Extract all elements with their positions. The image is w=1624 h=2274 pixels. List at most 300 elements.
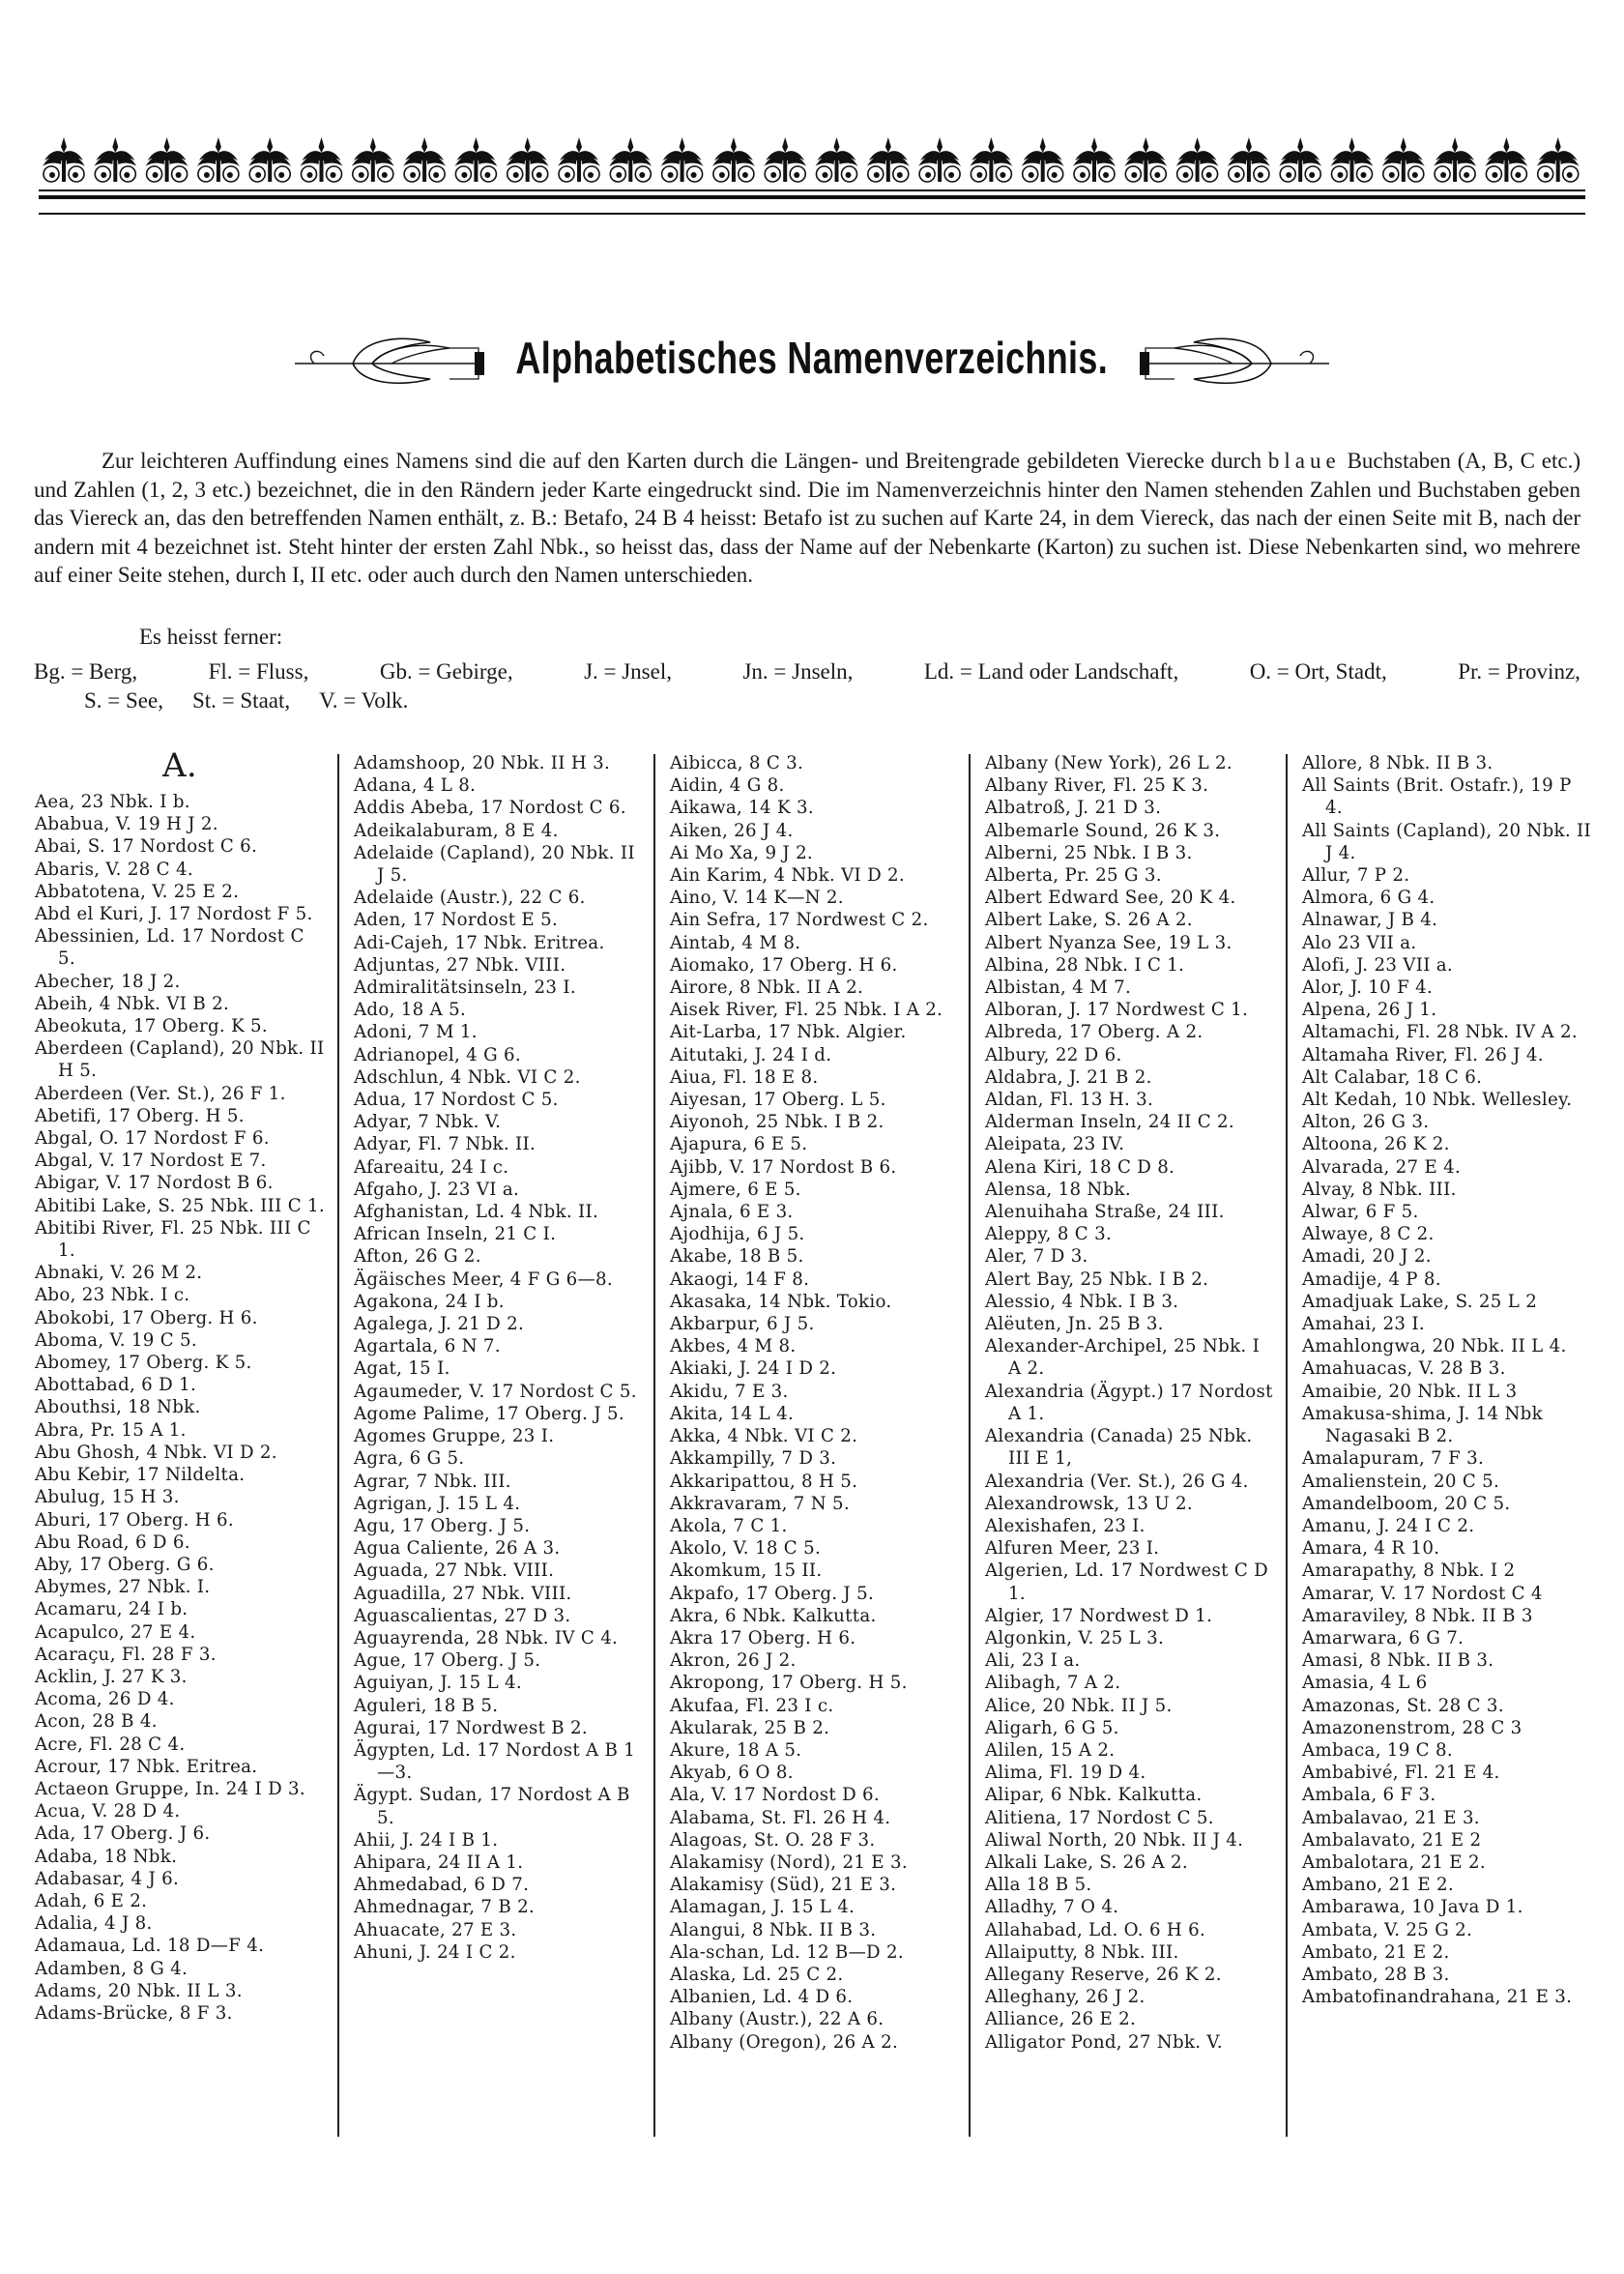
index-entry: Albany (New York), 26 L 2.: [985, 753, 1233, 773]
index-entry: Acamaru, 24 I b.: [35, 1599, 188, 1620]
index-entry: Aberdeen (Capland), 20 Nbk. II H 5.: [35, 1038, 325, 1082]
index-entry: Alëuten, Jn. 25 B 3.: [985, 1314, 1164, 1335]
palmette-motif: [970, 137, 1012, 182]
index-entry: Agalega, J. 21 D 2.: [354, 1314, 525, 1335]
index-entry: Amarapathy, 8 Nbk. I 2: [1302, 1560, 1516, 1582]
index-entry: Alensa, 18 Nbk.: [985, 1179, 1131, 1200]
index-entry: Aguada, 27 Nbk. VIII.: [354, 1560, 555, 1582]
index-column-1: [35, 746, 325, 2025]
index-entry: Ambato, 21 E 2.: [1302, 1941, 1450, 1963]
index-entry: Alert Bay, 25 Nbk. I B 2.: [985, 1268, 1209, 1290]
index-entry: Amakusa-shima, J. 14 Nbk Nagasaki B 2.: [1302, 1403, 1543, 1447]
palmette-motif: [918, 137, 961, 182]
palmette-motif: [352, 137, 394, 182]
index-entry: Adana, 4 L 8.: [354, 775, 477, 797]
index-entry: Abd el Kuri, J. 17 Nordost F 5.: [35, 904, 313, 925]
index-entry: Ague, 17 Oberg. J 5.: [354, 1650, 541, 1672]
palmette-motif: [764, 137, 806, 182]
index-entry: Ambalavato, 21 E 2: [1302, 1829, 1482, 1851]
index-entry: Alexandria (Ver. St.), 26 G 4.: [985, 1471, 1249, 1492]
index-entry: Akolo, V. 18 C 5.: [670, 1538, 822, 1560]
palmette-motif: [1331, 137, 1374, 182]
index-entry: Aligarh, 6 G 5.: [985, 1717, 1119, 1738]
index-entry: Akufaa, Fl. 23 I c.: [670, 1695, 834, 1716]
index-entry: Alenuihaha Straße, 24 III.: [985, 1202, 1225, 1223]
index-entry: Aboma, V. 19 C 5.: [35, 1329, 197, 1351]
index-entry: Abigar, V. 17 Nordost B 6.: [35, 1173, 274, 1194]
index-entry: Actaeon Gruppe, In. 24 I D 3.: [35, 1778, 305, 1799]
index-entry: Aisek River, Fl. 25 Nbk. I A 2.: [670, 1000, 943, 1021]
index-entry: Acon, 28 B 4.: [35, 1711, 158, 1733]
index-entry: Alakamisy (Nord), 21 E 3.: [670, 1851, 908, 1873]
index-entry: Alexandrowsk, 13 U 2.: [985, 1493, 1193, 1514]
index-entry: Ai Mo Xa, 9 J 2.: [670, 842, 814, 863]
index-entry: Alaska, Ld. 25 C 2.: [670, 1964, 844, 1985]
index-entry: Ambata, V. 25 G 2.: [1302, 1919, 1473, 1940]
index-entry: Amahuacas, V. 28 B 3.: [1302, 1358, 1506, 1380]
palmette-motif: [609, 137, 652, 182]
abbreviation-item: J. = Jnsel,: [584, 659, 672, 684]
index-entry: Ala, V. 17 Nordost D 6.: [670, 1785, 880, 1806]
palmette-motif: [248, 137, 291, 182]
index-entry: Aikawa, 14 K 3.: [670, 798, 814, 819]
index-entry: Albreda, 17 Oberg. A 2.: [985, 1022, 1204, 1043]
right-flourish-icon: [1136, 329, 1329, 387]
index-entry: Akita, 14 L 4.: [670, 1403, 795, 1424]
index-entry: Ado, 18 A 5.: [354, 1000, 467, 1021]
index-entry: Abulug, 15 H 3.: [35, 1487, 180, 1508]
index-entry: Ambato, 28 B 3.: [1302, 1964, 1450, 1985]
index-entry: Alakamisy (Süd), 21 E 3.: [670, 1875, 897, 1896]
index-entry: Abecher, 18 J 2.: [35, 971, 181, 992]
index-entry: Akron, 26 J 2.: [670, 1650, 797, 1672]
palmette-motif: [454, 137, 497, 182]
index-entry: Albina, 28 Nbk. I C 1.: [985, 954, 1185, 976]
index-entry: Abeokuta, 17 Oberg. K 5.: [35, 1016, 268, 1037]
page-title: Alphabetisches Namenverzeichnis.: [515, 333, 1109, 383]
index-entry: Adoni, 7 M 1.: [354, 1022, 478, 1043]
index-entry: Abgal, O. 17 Nordost F 6.: [35, 1128, 270, 1150]
index-entry: Adamben, 8 G 4.: [35, 1958, 188, 1979]
index-entry: Abitibi River, Fl. 25 Nbk. III C 1.: [35, 1217, 311, 1262]
index-entry: Allaiputty, 8 Nbk. III.: [985, 1941, 1179, 1963]
index-entry: Ambano, 21 E 2.: [1302, 1875, 1454, 1896]
index-entry: Alfuren Meer, 23 I.: [985, 1538, 1160, 1560]
index-entry: Adeikalaburam, 8 E 4.: [354, 820, 559, 841]
index-entry: Alboran, J. 17 Nordwest C 1.: [985, 1000, 1249, 1021]
index-entry: Ait-Larba, 17 Nbk. Algier.: [670, 1022, 907, 1043]
index-entry: Allur, 7 P 2.: [1302, 865, 1410, 887]
index-entry: Agurai, 17 Nordwest B 2.: [354, 1717, 588, 1738]
index-entry: Alena Kiri, 18 C D 8.: [985, 1156, 1175, 1178]
index-entry: Ajapura, 6 E 5.: [670, 1134, 808, 1155]
index-entry: All Saints (Brit. Ostafr.), 19 P 4.: [1302, 775, 1572, 819]
index-columns: [35, 746, 1591, 2216]
index-entry: Alitiena, 17 Nordost C 5.: [985, 1807, 1214, 1828]
index-entry: Ajibb, V. 17 Nordost B 6.: [670, 1156, 897, 1178]
index-entry: Agaumeder, V. 17 Nordost C 5.: [354, 1381, 637, 1402]
column-divider: [337, 754, 339, 2137]
index-entry: Abbatotena, V. 25 E 2.: [35, 881, 240, 902]
index-entry: Albert Lake, S. 26 A 2.: [985, 910, 1193, 931]
palmette-motif: [146, 137, 188, 182]
index-entry: Amasi, 8 Nbk. II B 3.: [1302, 1650, 1494, 1672]
index-entry: Acklin, J. 27 K 3.: [35, 1666, 188, 1687]
index-entry: Agra, 6 G 5.: [354, 1448, 465, 1470]
index-entry: Adah, 6 E 2.: [35, 1890, 148, 1911]
index-entry: Ada, 17 Oberg. J 6.: [35, 1823, 211, 1845]
palmette-motif: [661, 137, 704, 182]
palmette-motif: [43, 137, 85, 182]
index-entry: Albistan, 4 M 7.: [985, 977, 1132, 999]
index-entry: Aguadilla, 27 Nbk. VIII.: [354, 1583, 572, 1604]
palmette-motif: [1176, 137, 1219, 182]
index-entry: Akomkum, 15 II.: [670, 1560, 823, 1582]
index-entry: Amadije, 4 P 8.: [1302, 1268, 1441, 1290]
index-entry: Aiken, 26 J 4.: [670, 820, 794, 841]
index-entry: Alt Calabar, 18 C 6.: [1302, 1066, 1483, 1088]
index-entry: Albanien, Ld. 4 D 6.: [670, 1987, 854, 2008]
index-entry: Akaogi, 14 F 8.: [670, 1268, 810, 1290]
index-entry: Alibagh, 7 A 2.: [985, 1673, 1121, 1694]
index-entry: Altamachi, Fl. 28 Nbk. IV A 2.: [1302, 1022, 1578, 1043]
index-entry: Agrar, 7 Nbk. III.: [354, 1471, 511, 1492]
index-entry: Alor, J. 10 F 4.: [1302, 977, 1434, 999]
index-entry: Albany (Oregon), 26 A 2.: [670, 2031, 899, 2053]
index-entry: Alipar, 6 Nbk. Kalkutta.: [985, 1785, 1203, 1806]
index-entry: Ambaca, 19 C 8.: [1302, 1739, 1453, 1761]
index-entry: Alilen, 15 A 2.: [985, 1739, 1116, 1761]
intro-paragraph: [34, 447, 1580, 590]
palmette-motif: [1228, 137, 1270, 182]
index-entry: Aiyonoh, 25 Nbk. I B 2.: [670, 1112, 884, 1133]
index-entry: Abu Road, 6 D 6.: [35, 1531, 190, 1553]
index-entry: Ali, 23 I a.: [985, 1650, 1081, 1672]
index-entry: Amalapuram, 7 F 3.: [1302, 1448, 1485, 1470]
abbreviation-item: Ld. = Land oder Landschaft,: [923, 659, 1179, 684]
palmette-motif: [507, 137, 549, 182]
index-entry: Agat, 15 I.: [354, 1358, 450, 1380]
index-entry: Ägypt. Sudan, 17 Nordost A B 5.: [354, 1785, 630, 1828]
index-entry: Aby, 17 Oberg. G 6.: [35, 1554, 215, 1575]
index-entry: Abessinien, Ld. 17 Nordost C 5.: [35, 926, 304, 970]
index-entry: Aler, 7 D 3.: [985, 1246, 1088, 1268]
palmette-motif: [301, 137, 343, 182]
index-entry: Ain Karim, 4 Nbk. VI D 2.: [670, 865, 906, 887]
abbreviation-item: Bg. = Berg,: [34, 659, 138, 684]
index-entry: Abottabad, 6 D 1.: [35, 1375, 197, 1396]
index-column-3: [670, 752, 960, 2054]
index-entry: Akabe, 18 B 5.: [670, 1246, 804, 1268]
index-entry: Adams-Brücke, 8 F 3.: [35, 2002, 233, 2024]
index-entry: Amarar, V. 17 Nordost C 4: [1302, 1583, 1543, 1604]
palmette-motif: [1537, 137, 1580, 182]
index-entry: Adi-Cajeh, 17 Nbk. Eritrea.: [354, 932, 605, 953]
index-entry: Allahabad, Ld. O. 6 H 6.: [985, 1919, 1206, 1940]
index-entry: Admiralitätsinseln, 23 I.: [354, 977, 576, 999]
intro-text-part2: Buchstaben (A, B, C etc.) und Zahlen (1, 2, 3 etc.) bezeichnet, die in den Rändern jeder Karte eingedruckt sind. Die im Namenverzeichnis hinter den Namen stehenden Zahlen und Buchstaben geben das Viereck an, das den betreffenden Namen enthält, z. B.: Betafo, 24 B 4 heisst: Betafo ist zu suchen auf Karte 24, in dem Viereck, das nach der einen Seite mit B, nach der andern mit 4 bezeichnet ist. Steht hinter der ersten Zahl Nbk., so heisst das, dass der Name auf der Nebenkarte (Karton) zu suchen ist. Diese Nebenkarten sind, wo mehrere auf einer Seite stehen, durch I, II etc. oder auch durch den Namen unterschieden.: [34, 449, 1580, 587]
index-entry: Alexishafen, 23 I.: [985, 1515, 1146, 1536]
index-entry: Abo, 23 Nbk. I c.: [35, 1285, 190, 1306]
index-entry: Adyar, 7 Nbk. V.: [354, 1112, 502, 1133]
palmette-ornament-border: [39, 135, 1585, 186]
abbreviation-item: Jn. = Jnseln,: [742, 659, 854, 684]
index-entry: Amaraviley, 8 Nbk. II B 3: [1302, 1605, 1533, 1626]
header-rule-thin-top: [39, 190, 1585, 191]
index-entry: Abra, Pr. 15 A 1.: [35, 1419, 187, 1441]
index-entry: Adaba, 18 Nbk.: [35, 1846, 178, 1867]
index-entry: Agu, 17 Oberg. J 5.: [354, 1515, 531, 1536]
index-entry: Abouthsi, 18 Nbk.: [35, 1397, 201, 1418]
index-entry: Alofi, J. 23 VII a.: [1302, 954, 1453, 976]
index-entry: Aberdeen (Ver. St.), 26 F 1.: [35, 1083, 286, 1104]
index-entry: Aleipata, 23 IV.: [985, 1134, 1125, 1155]
index-entry: Alvarada, 27 E 4.: [1302, 1156, 1462, 1178]
index-entry: Alpena, 26 J 1.: [1302, 1000, 1437, 1021]
index-entry: Abu Kebir, 17 Nildelta.: [35, 1465, 246, 1486]
palmette-motif: [1434, 137, 1476, 182]
index-entry: Albany River, Fl. 25 K 3.: [985, 775, 1209, 797]
abbreviation-item: S. = See,: [84, 687, 163, 713]
index-entry: Ahii, J. 24 I B 1.: [354, 1829, 499, 1851]
column-divider: [969, 754, 971, 2137]
index-entry: Alima, Fl. 19 D 4.: [985, 1763, 1146, 1784]
column-divider: [1286, 754, 1288, 2137]
index-entry: Abetifi, 17 Oberg. H 5.: [35, 1105, 245, 1126]
index-entry: Akkaripattou, 8 H 5.: [670, 1471, 858, 1492]
index-entry: Amadjuak Lake, S. 25 L 2: [1302, 1291, 1538, 1312]
index-entry: Albemarle Sound, 26 K 3.: [985, 820, 1221, 841]
index-entry: Ambabivé, Fl. 21 E 4.: [1302, 1763, 1500, 1784]
index-entry: Abymes, 27 Nbk. I.: [35, 1577, 211, 1598]
index-entry: Adjuntas, 27 Nbk. VIII.: [354, 954, 566, 976]
index-entry: Adyar, Fl. 7 Nbk. II.: [354, 1134, 536, 1155]
index-entry: Ajnala, 6 E 3.: [670, 1202, 794, 1223]
index-entry: Abokobi, 17 Oberg. H 6.: [35, 1307, 258, 1328]
index-entry: Amazonenstrom, 28 C 3: [1302, 1717, 1522, 1738]
index-entry: Acaraçu, Fl. 28 F 3.: [35, 1644, 217, 1665]
index-entry: Alwaye, 8 C 2.: [1302, 1224, 1435, 1245]
index-entry: Akola, 7 C 1.: [670, 1515, 788, 1536]
index-entry: Acre, Fl. 28 C 4.: [35, 1734, 186, 1755]
index-entry: Ajmere, 6 E 5.: [670, 1179, 801, 1200]
palmette-motif: [816, 137, 858, 182]
index-entry: Acrour, 17 Nbk. Eritrea.: [35, 1756, 258, 1777]
palmette-motif: [197, 137, 240, 182]
index-entry: Aino, V. 14 K—N 2.: [670, 888, 844, 909]
index-entry: Albatroß, J. 21 D 3.: [985, 798, 1162, 819]
palmette-motif: [558, 137, 600, 182]
index-entry: Aidin, 4 G 8.: [670, 775, 785, 797]
index-entry: Akra, 6 Nbk. Kalkutta.: [670, 1605, 877, 1626]
index-entry: Ägypten, Ld. 17 Nordost A B 1—3.: [354, 1739, 636, 1784]
index-entry: Alnawar, J B 4.: [1302, 910, 1438, 931]
index-entry: Alamagan, J. 15 L 4.: [670, 1897, 856, 1918]
index-entry: Aliwal North, 20 Nbk. II J 4.: [985, 1829, 1244, 1851]
index-entry: Altamaha River, Fl. 26 J 4.: [1302, 1044, 1544, 1065]
index-entry: Adalia, 4 J 8.: [35, 1913, 153, 1935]
index-entry: Alberta, Pr. 25 G 3.: [985, 865, 1162, 887]
index-entry: Albert Edward See, 20 K 4.: [985, 888, 1236, 909]
index-entry: Ajodhija, 6 J 5.: [670, 1224, 805, 1245]
intro-text-part1: Zur leichteren Auffindung eines Namens sind die auf den Karten durch die Längen- und Breitengrade gebildeten Vierecke durch: [102, 449, 1268, 473]
index-entry: Aibicca, 8 C 3.: [670, 753, 804, 773]
index-entry: Adua, 17 Nordost C 5.: [354, 1090, 559, 1111]
index-entry: Ambatofinandrahana, 21 E 3.: [1302, 1987, 1573, 2008]
index-entry: African Inseln, 21 C I.: [354, 1224, 557, 1245]
index-entry: Akropong, 17 Oberg. H 5.: [670, 1673, 908, 1694]
abbreviation-item: O. = Ort, Stadt,: [1249, 659, 1387, 684]
index-entry: Akure, 18 A 5.: [670, 1739, 802, 1761]
index-entry: Ain Sefra, 17 Nordwest C 2.: [670, 910, 929, 931]
header-rule-thin-bottom: [39, 213, 1585, 215]
palmette-motif: [94, 137, 136, 182]
section-letter-heading: A.: [162, 746, 197, 785]
index-entry: Adamaua, Ld. 18 D—F 4.: [35, 1936, 265, 1957]
index-entry: Adrianopel, 4 G 6.: [354, 1044, 521, 1065]
index-entry: Abitibi Lake, S. 25 Nbk. III C 1.: [35, 1195, 325, 1216]
index-entry: Akbarpur, 6 J 5.: [670, 1314, 815, 1335]
abbreviation-item: V. = Volk.: [319, 687, 409, 713]
index-entry: Abeih, 4 Nbk. VI B 2.: [35, 993, 230, 1014]
index-entry: Alberni, 25 Nbk. I B 3.: [985, 842, 1193, 863]
index-entry: Allegany Reserve, 26 K 2.: [985, 1964, 1222, 1985]
index-entry: Aiua, Fl. 18 E 8.: [670, 1066, 819, 1088]
index-entry: Algerien, Ld. 17 Nordwest C D 1.: [985, 1560, 1269, 1604]
palmette-motif: [1279, 137, 1321, 182]
index-entry: Agome Palime, 17 Oberg. J 5.: [354, 1403, 624, 1424]
abbreviations-line-2: [34, 686, 1580, 715]
index-entry: Akyab, 6 O 8.: [670, 1763, 794, 1784]
index-entry: Afgaho, J. 23 VI a.: [354, 1179, 520, 1200]
index-entry: Amalienstein, 20 C 5.: [1302, 1471, 1500, 1492]
index-entry: Amahlongwa, 20 Nbk. II L 4.: [1302, 1336, 1567, 1357]
index-entry: Akpafo, 17 Oberg. J 5.: [670, 1583, 875, 1604]
index-entry: Akasaka, 14 Nbk. Tokio.: [670, 1291, 892, 1312]
index-entry: Acua, V. 28 D 4.: [35, 1801, 181, 1822]
index-entry: Ahuacate, 27 E 3.: [354, 1919, 517, 1940]
index-entry: Amanu, J. 24 I C 2.: [1302, 1515, 1475, 1536]
palmette-motif: [403, 137, 446, 182]
index-entry: Alexandria (Canada) 25 Nbk. III E 1,: [985, 1426, 1253, 1470]
abbreviations-legend: [34, 657, 1580, 714]
index-entry: Ahmednagar, 7 B 2.: [354, 1897, 536, 1918]
index-entry: Adabasar, 4 J 6.: [35, 1868, 180, 1889]
index-entry: Alkali Lake, S. 26 A 2.: [985, 1851, 1188, 1873]
index-entry: Alleghany, 26 J 2.: [985, 1987, 1146, 2008]
index-entry: Akkampilly, 7 D 3.: [670, 1448, 837, 1470]
index-entry: Aleppy, 8 C 3.: [985, 1224, 1113, 1245]
index-entry: Alangui, 8 Nbk. II B 3.: [670, 1919, 877, 1940]
index-entry: Alton, 26 G 3.: [1302, 1112, 1430, 1133]
palmette-motif: [1124, 137, 1167, 182]
index-entry: Acapulco, 27 E 4.: [35, 1621, 196, 1643]
index-entry: Aitutaki, J. 24 I d.: [670, 1044, 832, 1065]
index-entry: Ambalotara, 21 E 2.: [1302, 1851, 1486, 1873]
column-divider: [653, 754, 655, 2137]
abbreviations-label: Es heisst ferner:: [139, 625, 283, 649]
index-entry: Abgal, V. 17 Nordost E 7.: [35, 1151, 267, 1172]
index-entry: Agrigan, J. 15 L 4.: [354, 1493, 521, 1514]
palmette-motif: [867, 137, 910, 182]
abbreviation-item: Gb. = Gebirge,: [379, 659, 513, 684]
index-entry: Abnaki, V. 26 M 2.: [35, 1263, 203, 1284]
index-entry: Alo 23 VII a.: [1302, 932, 1417, 953]
abbreviation-item: Pr. = Provinz,: [1458, 659, 1580, 684]
index-entry: Abu Ghosh, 4 Nbk. VI D 2.: [35, 1442, 277, 1463]
index-entry: Alla 18 B 5.: [985, 1875, 1092, 1896]
index-entry: Alice, 20 Nbk. II J 5.: [985, 1695, 1173, 1716]
index-entry: Akiaki, J. 24 I D 2.: [670, 1358, 837, 1380]
index-entry: Albury, 22 D 6.: [985, 1044, 1122, 1065]
index-entry: Ababua, V. 19 H J 2.: [35, 814, 218, 835]
index-entry: Airore, 8 Nbk. II A 2.: [670, 977, 864, 999]
index-entry: Ahuni, J. 24 I C 2.: [354, 1941, 516, 1963]
index-entry: Alwar, 6 F 5.: [1302, 1202, 1419, 1223]
index-entry: Aguleri, 18 B 5.: [354, 1695, 499, 1716]
abbreviation-item: Fl. = Fluss,: [208, 659, 309, 684]
index-entry: Amadi, 20 J 2.: [1302, 1246, 1432, 1268]
index-entry: Alexandria (Ägypt.) 17 Nordost A 1.: [985, 1381, 1273, 1424]
index-entry: Aldan, Fl. 13 H. 3.: [985, 1090, 1154, 1111]
index-entry: Alvay, 8 Nbk. III.: [1302, 1179, 1457, 1200]
index-entry: Abomey, 17 Oberg. K 5.: [35, 1353, 252, 1374]
index-column-5: [1302, 752, 1592, 2008]
intro-emphasis-word: blaue: [1267, 449, 1341, 473]
index-entry: Alderman Inseln, 24 II C 2.: [985, 1112, 1234, 1133]
index-entry: Alexander-Archipel, 25 Nbk. I A 2.: [985, 1336, 1261, 1380]
index-entry: Ahmedabad, 6 D 7.: [354, 1875, 530, 1896]
index-entry: Alt Kedah, 10 Nbk. Wellesley.: [1302, 1090, 1573, 1111]
index-entry: Addis Abeba, 17 Nordost C 6.: [354, 798, 626, 819]
index-entry: Amandelboom, 20 C 5.: [1302, 1493, 1511, 1514]
index-entry: Adelaide (Austr.), 22 C 6.: [354, 888, 586, 909]
index-entry: Aea, 23 Nbk. I b.: [35, 792, 190, 812]
index-entry: Ambarawa, 10 Java D 1.: [1302, 1897, 1523, 1918]
index-entry: Akra 17 Oberg. H 6.: [670, 1627, 856, 1648]
index-entry: Aguiyan, J. 15 L 4.: [354, 1673, 522, 1694]
index-entry: Amarwara, 6 G 7.: [1302, 1627, 1464, 1648]
palmette-motif: [1485, 137, 1527, 182]
index-entry: Alligator Pond, 27 Nbk. V.: [985, 2031, 1223, 2053]
index-entry: Algonkin, V. 25 L 3.: [985, 1627, 1165, 1648]
index-entry: Abaris, V. 28 C 4.: [35, 859, 193, 880]
palmette-motif: [712, 137, 755, 182]
index-entry: Afton, 26 G 2.: [354, 1246, 481, 1268]
index-entry: Adelaide (Capland), 20 Nbk. II J 5.: [354, 842, 635, 887]
index-entry: Akidu, 7 E 3.: [670, 1381, 789, 1402]
index-entry: Agomes Gruppe, 23 I.: [354, 1426, 555, 1447]
index-entry: Agartala, 6 N 7.: [354, 1336, 501, 1357]
index-entry: Ala-schan, Ld. 12 B—D 2.: [670, 1941, 904, 1963]
index-entry: Altoona, 26 K 2.: [1302, 1134, 1450, 1155]
index-entry: Amahai, 23 I.: [1302, 1314, 1425, 1335]
index-entry: Aiyesan, 17 Oberg. L 5.: [670, 1090, 886, 1111]
abbreviations-line-1: [34, 657, 1580, 686]
index-entry: Afareaitu, 24 I c.: [354, 1156, 509, 1178]
index-entry: Akbes, 4 M 8.: [670, 1336, 797, 1357]
index-entry: Adschlun, 4 Nbk. VI C 2.: [354, 1066, 581, 1088]
index-entry: Allore, 8 Nbk. II B 3.: [1302, 753, 1494, 773]
index-entry: Akkravaram, 7 N 5.: [670, 1493, 850, 1514]
index-entry: Almora, 6 G 4.: [1302, 888, 1436, 909]
palmette-motif: [1382, 137, 1425, 182]
index-entry: Aintab, 4 M 8.: [670, 932, 801, 953]
index-entry: Albert Nyanza See, 19 L 3.: [985, 932, 1232, 953]
index-column-4: [985, 752, 1275, 2054]
index-entry: Acoma, 26 D 4.: [35, 1689, 175, 1710]
index-entry: Aldabra, J. 21 B 2.: [985, 1066, 1152, 1088]
